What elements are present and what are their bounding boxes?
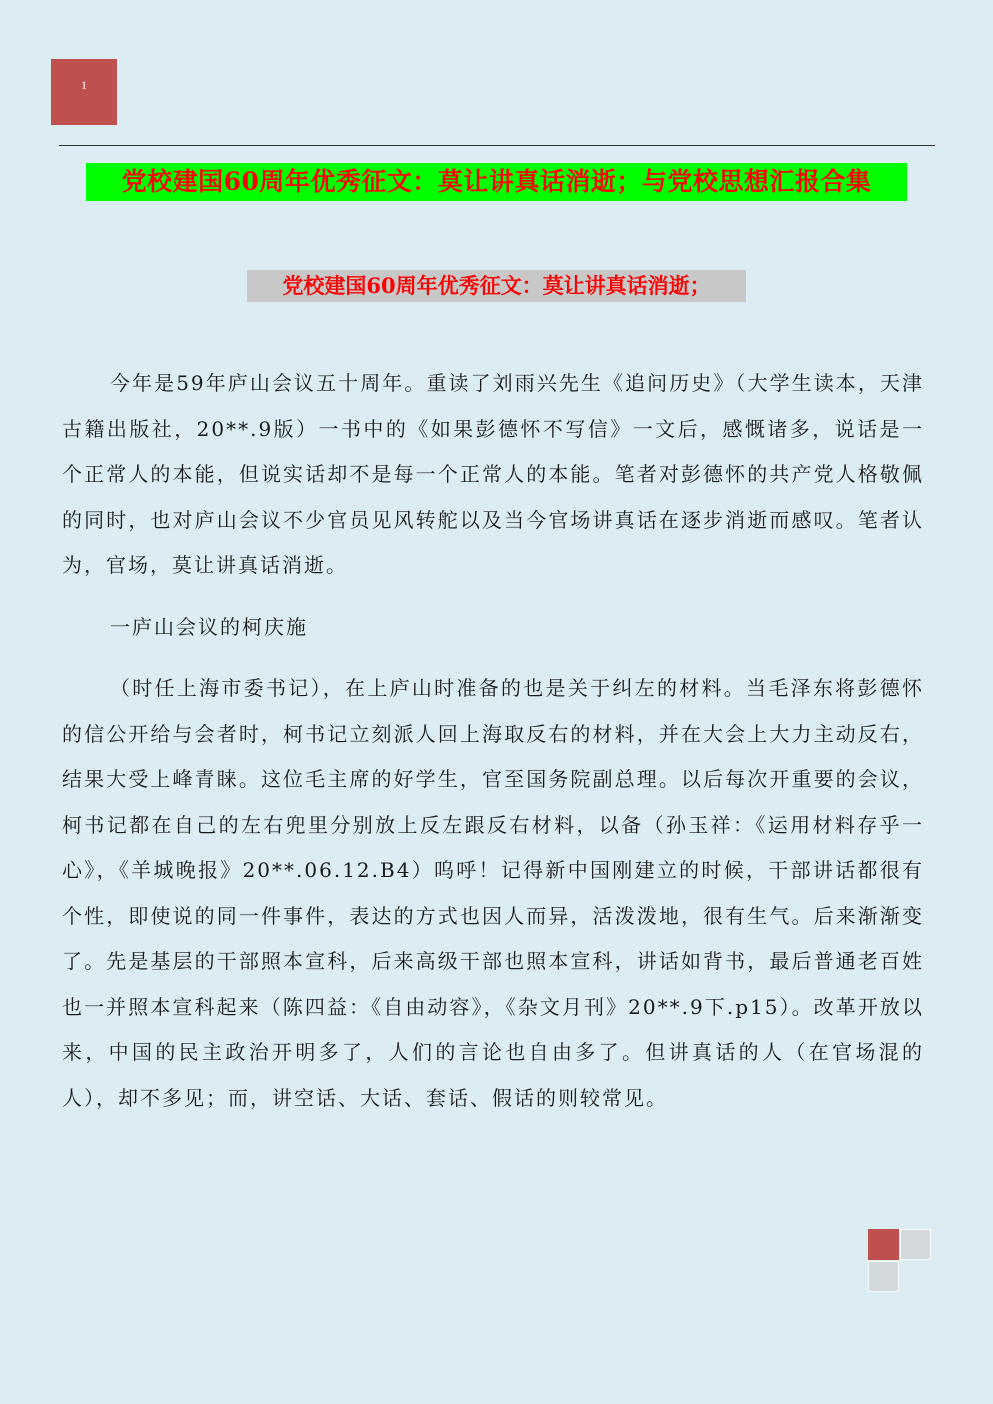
paragraph-ke-qingshi: （时任上海市委书记），在上庐山时准备的也是关于纠左的材料。当毛泽东将彭德怀的信公开给与会者时，柯书记立刻派人回上海取反右的材料，并在大会上大力主动反右，结果大受上峰青睐。这位毛主席的好学生，官至国务院副总理。以后每次开重要的会议，柯书记都在自己的左右兜里分别放上反左跟反右材料，以备（孙玉祥：《运用材料存乎一心》，《羊城晚报》20**.06.12.B4）呜呼！记得新中国刚建立的时候，干部讲话都很有个性，即使说的同一件事件，表达的方式也因人而异，活泼泼地，很有生气。后来渐渐变了。先是基层的干部照本宣科，后来高级干部也照本宣科，讲话如背书，最后普通老百姓也一并照本宣科起来（陈四益：《自由动容》，《杂文月刊》20**.9下.p15）。改革开放以来，中国的民主政治开明多了，人们的言论也自由多了。但讲真话的人（在官场混的人），却不多见；而，讲空话、大话、套话、假话的则较常见。 bbox=[62, 676, 924, 1110]
header-divider bbox=[59, 145, 935, 146]
corner-decoration-gray-square-bottom bbox=[868, 1261, 899, 1292]
document-title: 党校建国60周年优秀征文：莫让讲真话消逝；与党校思想汇报合集 bbox=[86, 163, 907, 201]
article-subtitle: 党校建国60周年优秀征文：莫让讲真话消逝； bbox=[247, 270, 746, 302]
section-heading-lushan: 一庐山会议的柯庆施 bbox=[110, 615, 308, 639]
paragraph-intro: 今年是59年庐山会议五十周年。重读了刘雨兴先生《追问历史》（大学生读本，天津古籍出版社，20**.9版）一书中的《如果彭德怀不写信》一文后，感慨诸多，说话是一个正常人的本能，但说实话却不是每一个正常人的本能。笔者对彭德怀的共产党人格敬佩的同时，也对庐山会议不少官员见风转舵以及当今官场讲真话在逐步消逝而感叹。笔者认为，官场，莫让讲真话消逝。 bbox=[62, 371, 924, 577]
page-number-badge bbox=[51, 59, 117, 125]
corner-decoration-gray-square-top bbox=[900, 1229, 931, 1260]
corner-decoration-red-square bbox=[868, 1229, 899, 1260]
page-number: 1 bbox=[81, 78, 87, 92]
